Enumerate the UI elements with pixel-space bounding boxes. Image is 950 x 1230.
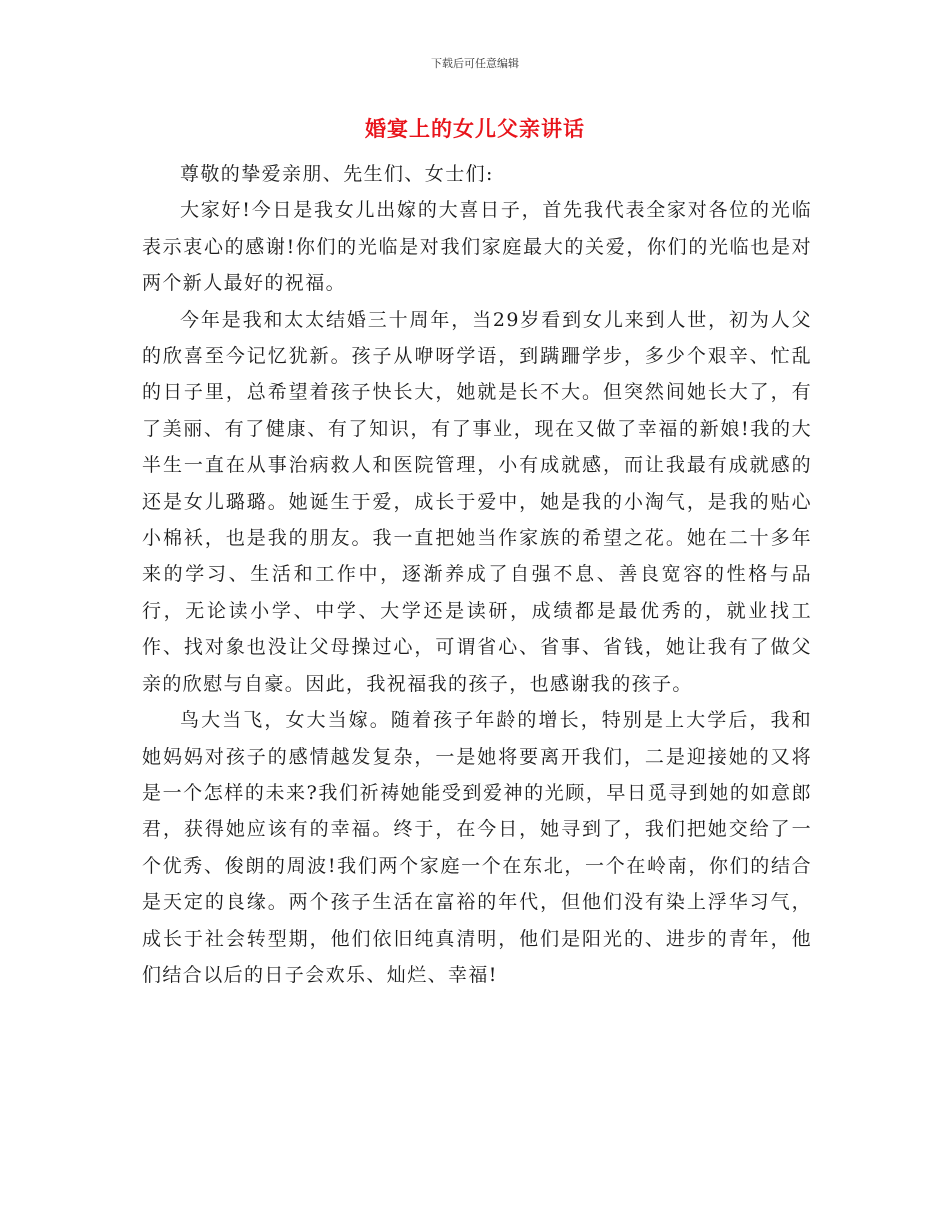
page-title: 婚宴上的女儿父亲讲话 bbox=[365, 117, 585, 141]
header-note: 下载后可任意编辑 bbox=[431, 57, 519, 70]
daughter-growth-paragraph: 今年是我和太太结婚三十周年，当29岁看到女儿来到人世，初为人父的欣喜至今记忆犹新。孩子从咿呀学语，到蹒跚学步，多少个艰辛、忙乱的日子里，总希望着孩子快长大，她就是长不大。但突然间她长大了，有了美丽、有了健康、有了知识，有了事业，现在又做了幸福的新娘!我的大半生一直在从事治病救人和医院管理，小有成就感，而让我最有成就感的还是女儿璐璐。她诞生于爱，成长于爱中，她是我的小淘气，是我的贴心小棉袄，也是我的朋友。我一直把她当作家族的希望之花。她在二十多年来的学习、生活和工作中，逐渐养成了自强不息、善良宽容的性格与品行，无论读小学、中学、大学还是读研，成绩都是最优秀的，就业找工作、找对象也没让父母操过心，可谓省心、省事、省钱，她让我有了做父亲的欣慰与自豪。因此，我祝福我的孩子，也感谢我的孩子。 bbox=[142, 308, 812, 695]
speech-body bbox=[142, 156, 812, 993]
greeting-paragraph: 大家好!今日是我女儿出嫁的大喜日子，首先我代表全家对各位的光临表示衷心的感谢!你们的光临是对我们家庭最大的关爱，你们的光临也是对两个新人最好的祝福。 bbox=[142, 199, 812, 295]
marriage-blessing-paragraph: 鸟大当飞，女大当嫁。随着孩子年龄的增长，特别是上大学后，我和她妈妈对孩子的感情越发复杂，一是她将要离开我们，二是迎接她的又将是一个怎样的未来?我们祈祷她能受到爱神的光顾，早日觅寻到她的如意郎君，获得她应该有的幸福。终于，在今日，她寻到了，我们把她交给了一个优秀、俊朗的周波!我们两个家庭一个在东北，一个在岭南，你们的结合是天定的良缘。两个孩子生活在富裕的年代，但他们没有染上浮华习气，成长于社会转型期，他们依旧纯真清明，他们是阳光的、进步的青年，他们结合以后的日子会欢乐、灿烂、幸福! bbox=[142, 709, 812, 986]
salutation-paragraph: 尊敬的挚爱亲朋、先生们、女士们: bbox=[180, 163, 494, 185]
